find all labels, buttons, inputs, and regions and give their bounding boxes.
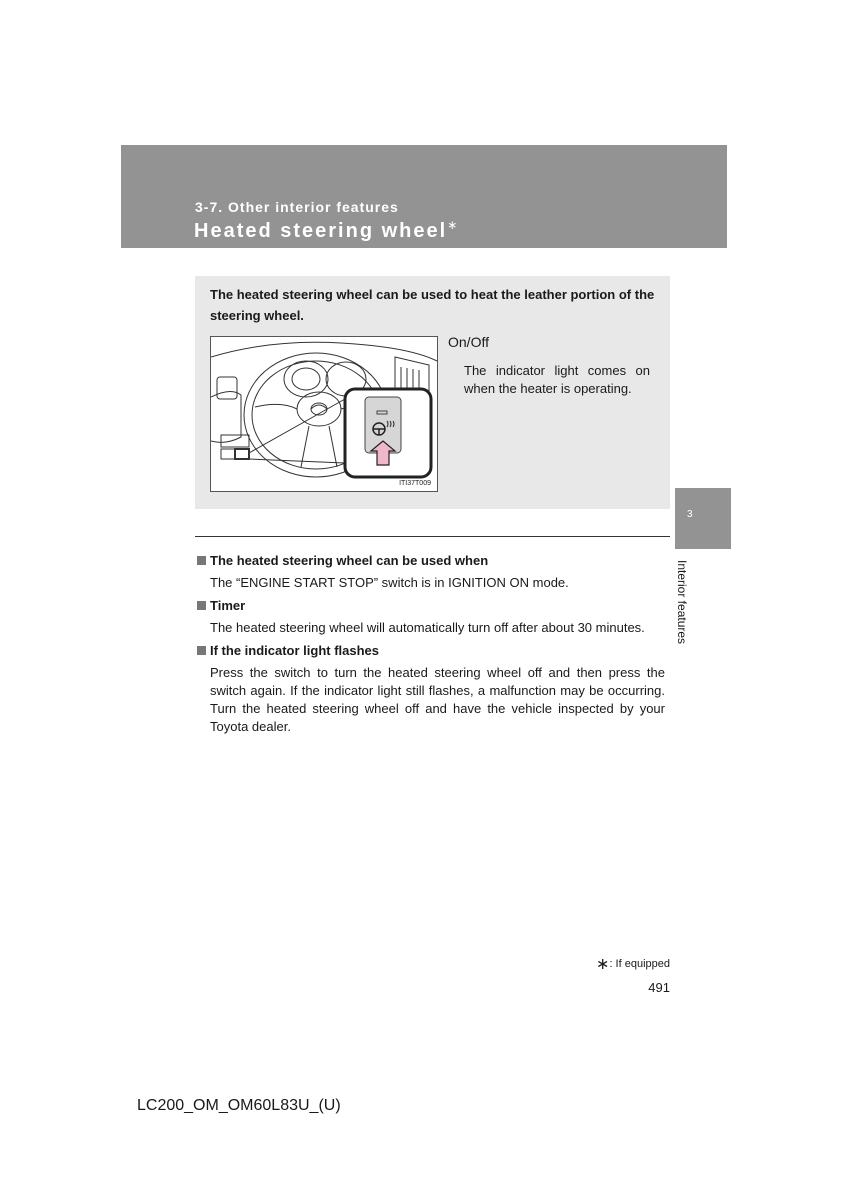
intro-text: The heated steering wheel can be used to heat the leather portion of the steering wheel.	[210, 287, 655, 323]
square-bullet-icon	[197, 556, 206, 565]
footnote	[596, 954, 670, 974]
footnote-mark: ∗	[596, 956, 610, 973]
square-bullet-icon	[197, 601, 206, 610]
note-body: The heated steering wheel will automatically turn off after about 30 minutes.	[210, 620, 645, 635]
section-label: 3-7. Other interior features	[195, 199, 399, 215]
page-title	[194, 218, 457, 243]
callout-text: The indicator light comes on when the heater is operating.	[464, 363, 650, 396]
equipped-mark: ∗	[447, 218, 458, 232]
chapter-label-container	[675, 560, 695, 652]
note-indicator-flashes	[197, 642, 665, 736]
document-id: LC200_OM_OM60L83U_(U)	[137, 1097, 341, 1114]
chapter-number: 3	[687, 509, 693, 520]
figure-code: ITI37T009	[399, 480, 431, 487]
note-timer	[197, 597, 665, 637]
page-number: 491	[648, 980, 670, 995]
footnote-text: : If equipped	[609, 958, 670, 970]
note-heading-text: If the indicator light flashes	[210, 643, 380, 658]
note-conditions	[197, 552, 665, 592]
divider	[195, 536, 670, 537]
dashboard-drawing	[211, 337, 438, 492]
page-title-text: Heated steering wheel	[194, 220, 448, 242]
note-heading-text: Timer	[210, 598, 246, 613]
note-heading-text: The heated steering wheel can be used when	[210, 553, 489, 568]
note-heading	[197, 642, 665, 660]
chapter-label: Interior features	[675, 560, 689, 645]
note-heading	[197, 552, 665, 570]
note-heading	[197, 597, 665, 615]
steering-wheel-illustration	[210, 336, 438, 492]
square-bullet-icon	[197, 646, 206, 655]
callout-title: On/Off	[448, 334, 489, 350]
note-body: The “ENGINE START STOP” switch is in IGNITION ON mode.	[210, 575, 569, 590]
note-body: Press the switch to turn the heated steering wheel off and then press the switch again. If the indicator light still flashes, a malfunction may be occurring. Turn the heated steering wheel off and have the vehicle inspected by your Toyota dealer.	[210, 665, 665, 734]
chapter-tab	[675, 488, 731, 549]
